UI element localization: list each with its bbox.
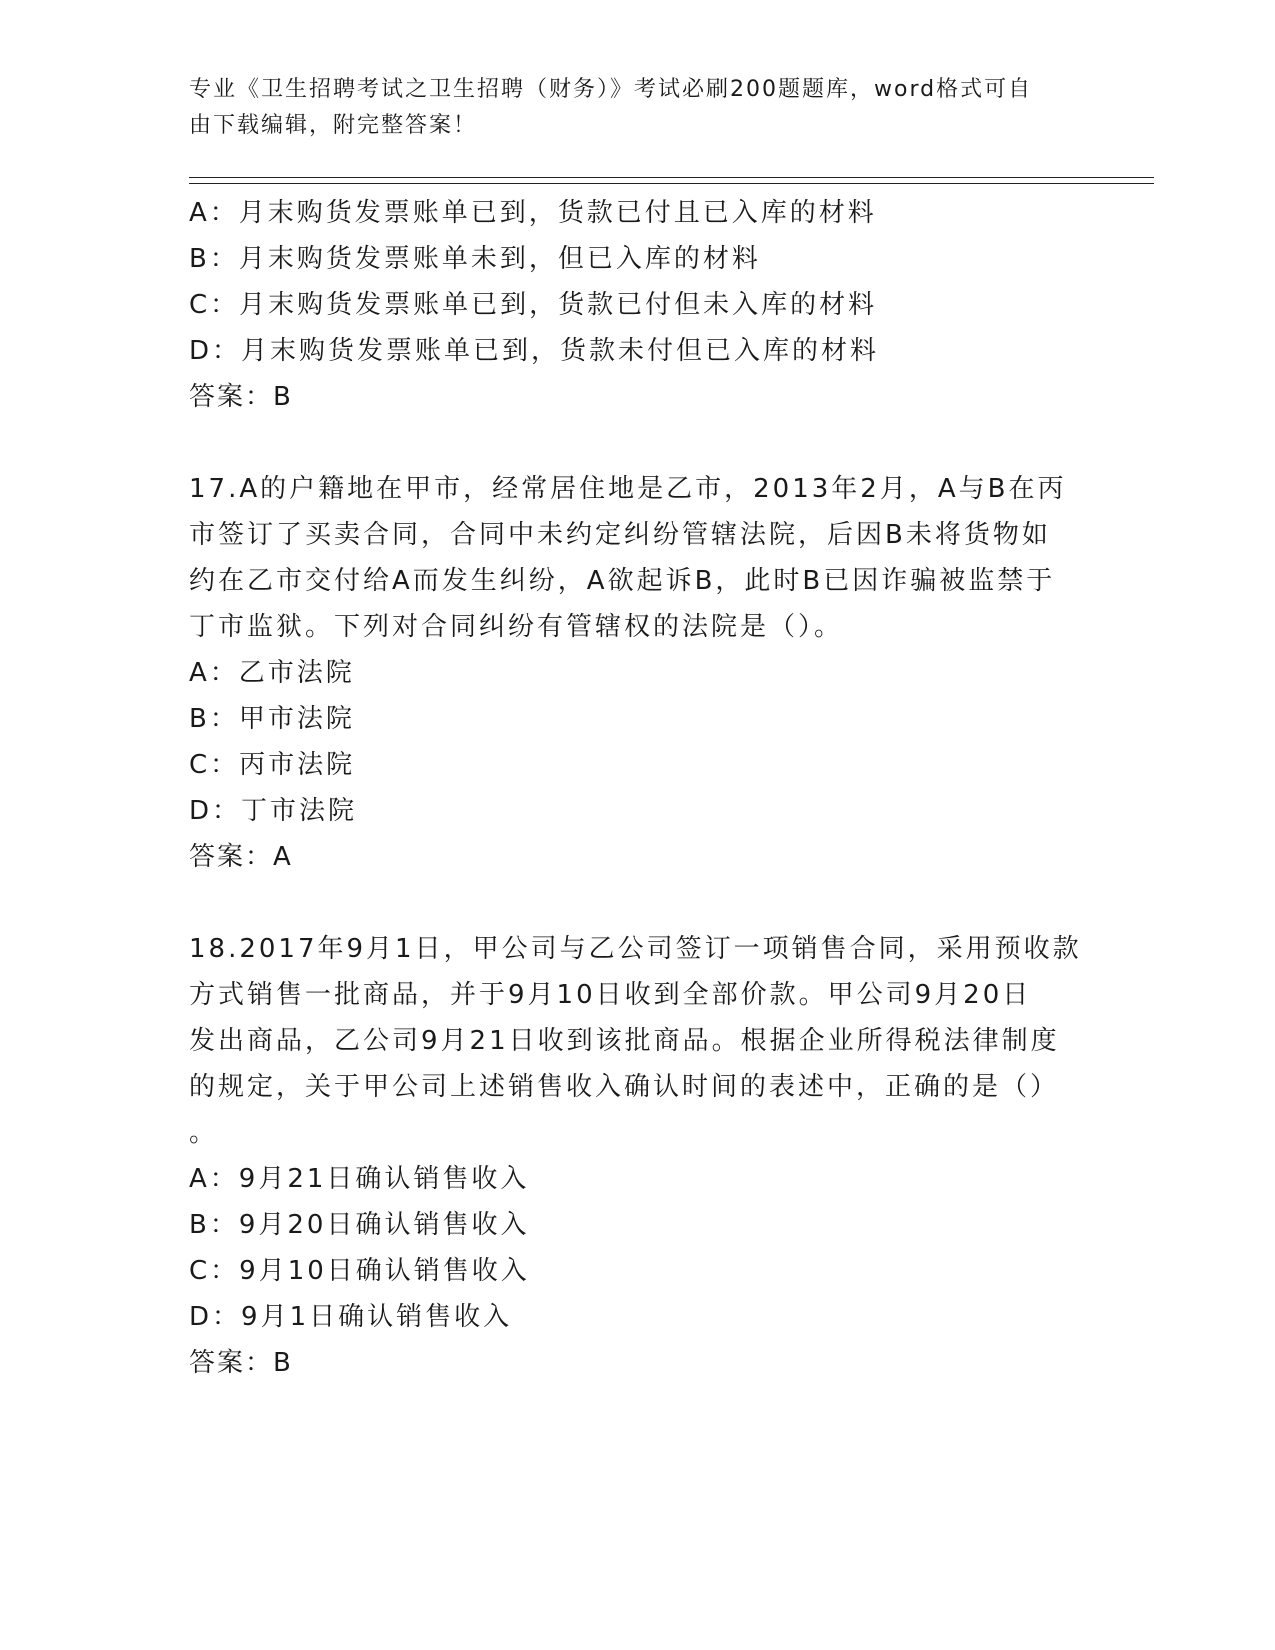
q17-stem-line-2: 市签订了买卖合同，合同中未约定纠纷管辖法院，后因B未将货物如 xyxy=(189,520,1051,550)
q16-option-a: A：月末购货发票账单已到，货款已付且已入库的材料 xyxy=(189,198,877,228)
q18-option-c: C：9月10日确认销售收入 xyxy=(189,1256,530,1286)
q16-option-d: D：月末购货发票账单已到，货款未付但已入库的材料 xyxy=(189,336,880,366)
question-list xyxy=(189,190,1089,1386)
q18-option-a: A：9月21日确认销售收入 xyxy=(189,1164,530,1194)
header-line-1: 专业《卫生招聘考试之卫生招聘（财务）》考试必刷200题题库，word格式可自 xyxy=(189,77,1033,102)
q17-option-c: C：丙市法院 xyxy=(189,750,356,780)
q17-option-b: B：甲市法院 xyxy=(189,704,355,734)
spacer xyxy=(189,880,1089,926)
q18-option-d: D：9月1日确认销售收入 xyxy=(189,1302,513,1332)
q18-stem-line-4: 的规定，关于甲公司上述销售收入确认时间的表述中，正确的是（） xyxy=(189,1072,1060,1102)
question-16 xyxy=(189,190,1089,420)
q17-option-a: A：乙市法院 xyxy=(189,658,355,688)
header-line-2: 由下载编辑，附完整答案！ xyxy=(189,113,478,138)
q18-answer: 答案：B xyxy=(189,1348,293,1378)
header-divider-top xyxy=(189,177,1154,178)
q18-stem-line-1: 18.2017年9月1日，甲公司与乙公司签订一项销售合同，采用预收款 xyxy=(189,934,1082,964)
q16-option-b: B：月末购货发票账单未到，但已入库的材料 xyxy=(189,244,761,274)
q17-answer: 答案：A xyxy=(189,842,293,872)
q16-answer: 答案：B xyxy=(189,382,293,412)
question-18 xyxy=(189,926,1089,1386)
q18-stem-line-5: 。 xyxy=(189,1118,219,1148)
q18-stem-line-2: 方式销售一批商品，并于9月10日收到全部价款。甲公司9月20日 xyxy=(189,980,1032,1010)
q17-stem-line-3: 约在乙市交付给A而发生纠纷，A欲起诉B，此时B已因诈骗被监禁于 xyxy=(189,566,1056,596)
question-17 xyxy=(189,466,1089,880)
spacer xyxy=(189,420,1089,466)
document-header xyxy=(189,72,1079,144)
q16-option-c: C：月末购货发票账单已到，货款已付但未入库的材料 xyxy=(189,290,878,320)
header-divider-bottom xyxy=(189,183,1154,184)
q18-option-b: B：9月20日确认销售收入 xyxy=(189,1210,530,1240)
q17-option-d: D：丁市法院 xyxy=(189,796,358,826)
q17-stem-line-4: 丁市监狱。下列对合同纠纷有管辖权的法院是（）。 xyxy=(189,612,844,642)
q18-stem-line-3: 发出商品，乙公司9月21日收到该批商品。根据企业所得税法律制度 xyxy=(189,1026,1060,1056)
q17-stem-line-1: 17.A的户籍地在甲市，经常居住地是乙市，2013年2月，A与B在丙 xyxy=(189,474,1067,504)
